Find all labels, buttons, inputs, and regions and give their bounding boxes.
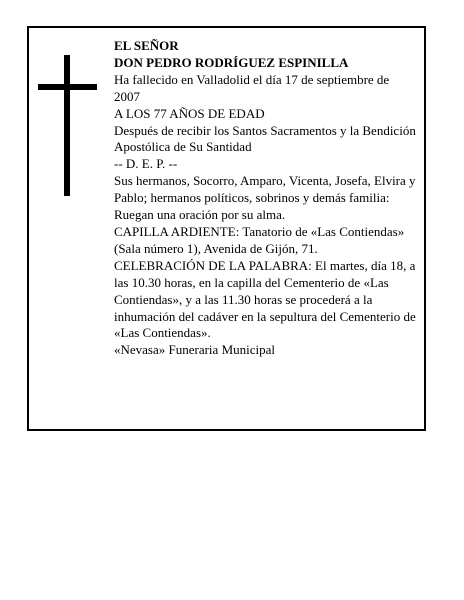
celebration-line: CELEBRACIÓN DE LA PALABRA: El martes, día 18, a las 10.30 horas, en la capilla del Cementerio de «Las Contiendas», y a las 11.30 horas se procederá a la inhumación del cadáver en la sepultura del Cementerio de «Las Contiendas». (114, 257, 416, 341)
funeral-home-line: «Nevasa» Funeraria Municipal (114, 342, 276, 358)
prayer-line: Ruegan una oración por su alma. (114, 207, 286, 223)
age-line: A LOS 77 AÑOS DE EDAD (114, 105, 265, 121)
obituary-text (114, 38, 416, 359)
family-line: Sus hermanos, Socorro, Amparo, Vicenta, Josefa, Elvira y Pablo; hermanos políticos, sobrinos y demás familia: (114, 173, 416, 206)
cross-vertical-bar (64, 55, 70, 196)
notice-heading: EL SEÑOR (114, 38, 179, 53)
chapel-line: CAPILLA ARDIENTE: Tanatorio de «Las Contiendas» (Sala número 1), Avenida de Gijón, 71. (114, 223, 405, 256)
deceased-name: DON PEDRO RODRÍGUEZ ESPINILLA (114, 54, 349, 70)
rip-line: -- D. E. P. -- (114, 156, 178, 172)
sacraments-line: Después de recibir los Santos Sacramentos y la Bendición Apostólica de Su Santidad (114, 122, 416, 155)
cross-horizontal-bar (38, 84, 97, 90)
death-date-line: Ha fallecido en Valladolid el día 17 de septiembre de 2007 (114, 71, 390, 104)
